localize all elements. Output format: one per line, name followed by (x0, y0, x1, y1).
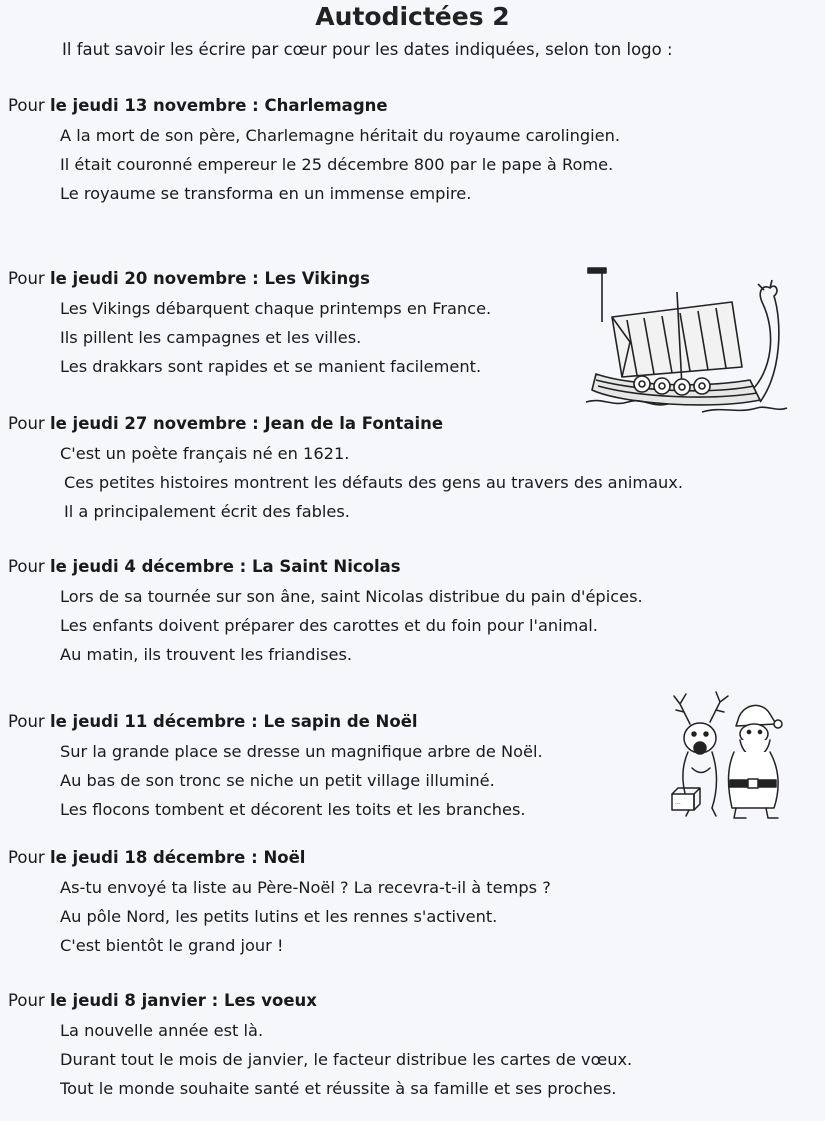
heading-topic: Noël (263, 848, 306, 867)
text-line: C'est un poète français né en 1621. (60, 444, 350, 463)
heading-date: le jeudi 11 décembre (49, 712, 246, 731)
heading-separator: : (245, 848, 264, 867)
text-line: Lors de sa tournée sur son âne, saint Nicolas distribue du pain d'épices. (60, 587, 643, 606)
heading-date: le jeudi 27 novembre (49, 414, 247, 433)
heading-separator: : (246, 269, 265, 288)
text-line: Il a principalement écrit des fables. (64, 502, 350, 521)
heading-lead: Pour (8, 414, 50, 433)
heading-separator: : (233, 557, 252, 576)
text-line: Les flocons tombent et décorent les toits et les branches. (60, 800, 526, 819)
text-line: Ils pillent les campagnes et les villes. (60, 328, 362, 347)
heading-date: le jeudi 8 janvier (49, 991, 206, 1010)
text-line: Tout le monde souhaite santé et réussite à sa famille et ses proches. (60, 1079, 617, 1098)
intro-text: Il faut savoir les écrire par cœur pour les dates indiquées, selon ton logo : (62, 40, 673, 59)
section-heading (8, 557, 401, 576)
text-line: Les drakkars sont rapides et se manient facilement. (60, 357, 482, 376)
heading-topic: Les Vikings (264, 269, 370, 288)
text-line: Au bas de son tronc se niche un petit village illuminé. (60, 771, 495, 790)
text-line: Au pôle Nord, les petits lutins et les rennes s'activent. (60, 907, 498, 926)
heading-separator: : (205, 991, 224, 1010)
viking-ship-icon (582, 262, 792, 422)
heading-topic: Jean de la Fontaine (264, 414, 444, 433)
heading-lead: Pour (8, 557, 50, 576)
heading-lead: Pour (8, 712, 50, 731)
heading-topic: Charlemagne (264, 96, 388, 115)
heading-lead: Pour (8, 96, 50, 115)
section-heading (8, 414, 443, 433)
heading-separator: : (245, 712, 264, 731)
text-line: Le royaume se transforma en un immense empire. (60, 184, 472, 203)
text-line: Il était couronné empereur le 25 décembre 800 par le pape à Rome. (60, 155, 614, 174)
heading-lead: Pour (8, 991, 50, 1010)
heading-topic: La Saint Nicolas (251, 557, 401, 576)
svg-text:···: ··· (675, 801, 681, 808)
heading-separator: : (246, 96, 265, 115)
text-line: C'est bientôt le grand jour ! (60, 936, 284, 955)
text-line: Les Vikings débarquent chaque printemps en France. (60, 299, 492, 318)
heading-topic: Le sapin de Noël (263, 712, 418, 731)
section-heading (8, 991, 317, 1010)
heading-date: le jeudi 13 novembre (49, 96, 247, 115)
text-line: Ces petites histoires montrent les défauts des gens au travers des animaux. (64, 473, 684, 492)
heading-separator: : (246, 414, 265, 433)
reindeer-santa-icon (666, 690, 794, 822)
heading-date: le jeudi 20 novembre (49, 269, 247, 288)
page-title: Autodictées 2 (315, 2, 510, 31)
text-line: A la mort de son père, Charlemagne héritait du royaume carolingien. (60, 126, 620, 145)
heading-lead: Pour (8, 269, 50, 288)
heading-date: le jeudi 4 décembre (49, 557, 234, 576)
text-line: La nouvelle année est là. (60, 1021, 264, 1040)
text-line: Au matin, ils trouvent les friandises. (60, 645, 353, 664)
text-line: Sur la grande place se dresse un magnifique arbre de Noël. (60, 742, 543, 761)
heading-lead: Pour (8, 848, 50, 867)
section-heading (8, 712, 418, 731)
heading-date: le jeudi 18 décembre (49, 848, 246, 867)
text-line: As-tu envoyé ta liste au Père-Noël ? La recevra-t-il à temps ? (60, 878, 551, 897)
section-heading (8, 269, 370, 288)
heading-topic: Les voeux (223, 991, 317, 1010)
section-heading (8, 96, 388, 115)
section-heading (8, 848, 305, 867)
text-line: Les enfants doivent préparer des carottes et du foin pour l'animal. (60, 616, 598, 635)
text-line: Durant tout le mois de janvier, le facteur distribue les cartes de vœux. (60, 1050, 633, 1069)
